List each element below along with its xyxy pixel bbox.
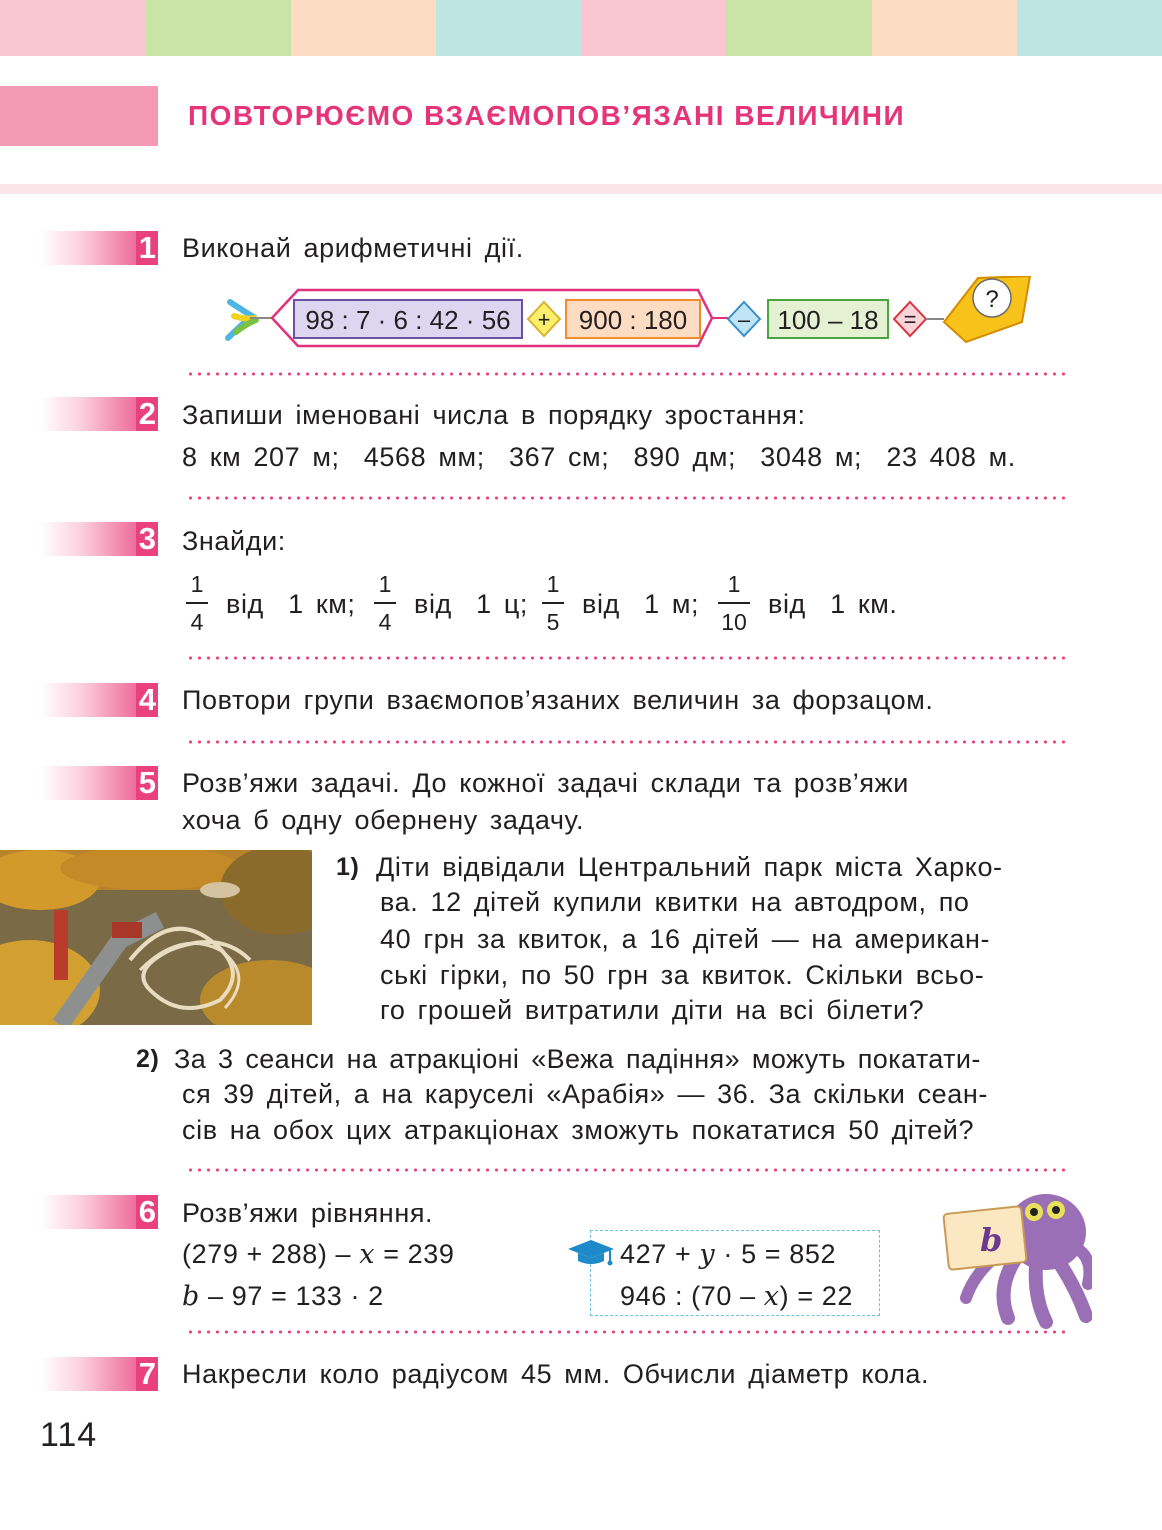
- fraction-denominator: 4: [190, 609, 204, 635]
- page-title: ПОВТОРЮЄМО ВЗАЄМОПОВ’ЯЗАНІ ВЕЛИЧИНИ: [188, 100, 906, 131]
- fraction-denominator: 5: [546, 609, 560, 635]
- subtask-1-line: 40 грн за квиток, а 16 дітей — на американ-: [380, 924, 991, 954]
- strip-segment: [0, 0, 145, 56]
- task-number: 4: [138, 682, 156, 717]
- expr-1: 98 : 7 · 6 : 42 · 56: [305, 305, 511, 335]
- title-tab: [0, 86, 158, 146]
- strip-segment: [145, 0, 290, 56]
- strip-segment: [872, 0, 1017, 56]
- fraction: [536, 570, 570, 636]
- task-number-badge: [40, 522, 158, 556]
- strip-segment: [581, 0, 726, 56]
- task-3-text: Знайди:: [182, 526, 286, 556]
- park-photo: [0, 850, 312, 1025]
- page-number: 114: [40, 1416, 98, 1454]
- top-color-strip: [0, 0, 1162, 56]
- task-number-badge: [40, 1357, 158, 1391]
- subtask-2-line: сів на обох цих атракціонах зможуть покататися 50 дітей?: [182, 1115, 975, 1145]
- task-2-line-1: Запиши іменовані числа в порядку зростання:: [182, 400, 806, 430]
- fraction-denominator: 4: [378, 609, 392, 635]
- expression-chain: [222, 276, 1052, 366]
- task-5-line-1: Розв’яжи задачі. До кожної задачі склади та розв’яжи: [182, 768, 909, 798]
- fraction-suffix: від 1 м;: [582, 589, 700, 619]
- subtask-label: 2): [136, 1045, 160, 1073]
- strip-segment: [291, 0, 436, 56]
- task-number: 7: [138, 1356, 156, 1391]
- subtask-1-line: Діти відвідали Центральний парк міста Харко-: [376, 852, 1003, 882]
- fraction: [368, 570, 402, 636]
- task-number: 3: [138, 521, 156, 556]
- fraction-numerator: 1: [190, 571, 204, 597]
- task-number: 1: [138, 230, 156, 265]
- fraction-suffix: від 1 км.: [768, 589, 898, 619]
- task-number-badge: [40, 766, 158, 800]
- task-1-text: Виконай арифметичні дії.: [182, 233, 524, 263]
- equation-4: 946 : (70 – x) = 22: [620, 1281, 854, 1312]
- fraction-denominator: 10: [721, 609, 747, 635]
- equation-2: b – 97 = 133 · 2: [182, 1281, 384, 1312]
- op-equals: =: [903, 307, 917, 332]
- fraction-numerator: 1: [378, 571, 392, 597]
- kite-result: ?: [985, 286, 999, 313]
- task-7-text: Накресли коло радіусом 45 мм. Обчисли діаметр кола.: [182, 1359, 930, 1389]
- fraction-suffix: від 1 ц;: [414, 589, 528, 619]
- task-2-line-2: 8 км 207 м; 4568 мм; 367 см; 890 дм; 3048 м; 23 408 м.: [182, 442, 1016, 472]
- fraction-numerator: 1: [546, 571, 560, 597]
- task-number: 2: [138, 396, 156, 431]
- expr-2: 900 : 180: [578, 305, 688, 335]
- dotted-separator: [186, 1330, 1068, 1334]
- card-letter: b: [980, 1221, 1003, 1259]
- subtask-label: 1): [336, 853, 360, 881]
- octopus-mascot-icon: [936, 1188, 1092, 1330]
- fraction: [180, 570, 214, 636]
- subtask-1-line: ські гірки, по 50 грн за квиток. Скільки всьо-: [380, 960, 985, 990]
- strip-segment: [1017, 0, 1162, 56]
- task-4-text: Повтори групи взаємопов’язаних величин за форзацом.: [182, 685, 934, 715]
- equation-3: 427 + y · 5 = 852: [620, 1239, 837, 1270]
- fraction-suffix: від 1 км;: [226, 589, 356, 619]
- task-number-badge: [40, 683, 158, 717]
- task-number: 6: [138, 1194, 156, 1229]
- dotted-separator: [186, 656, 1068, 660]
- fraction-numerator: 1: [727, 571, 741, 597]
- op-minus: –: [737, 307, 751, 332]
- dotted-separator: [186, 372, 1068, 376]
- strip-segment: [726, 0, 871, 56]
- expr-3: 100 – 18: [777, 305, 879, 335]
- subtask-1-line: го грошей витратили діти на всі білети?: [380, 995, 925, 1025]
- graduation-cap-icon: [566, 1234, 616, 1268]
- task-5-line-2: хоча б одну обернену задачу.: [182, 805, 585, 835]
- equation-1: (279 + 288) – x = 239: [182, 1239, 455, 1270]
- dotted-separator: [186, 496, 1068, 500]
- subtask-2-line: За 3 сеанси на атракціоні «Вежа падіння» можуть покатати-: [174, 1044, 981, 1074]
- task-6-text: Розв’яжи рівняння.: [182, 1198, 434, 1228]
- task-number-badge: [40, 1195, 158, 1229]
- fraction: [712, 570, 756, 636]
- task-number-badge: [40, 397, 158, 431]
- dotted-separator: [186, 1168, 1068, 1172]
- dotted-separator: [186, 740, 1068, 744]
- task-number-badge: [40, 231, 158, 265]
- subtask-1-line: ва. 12 дітей купили квитки на автодром, по: [380, 887, 970, 917]
- kite-tail-icon: [228, 302, 274, 338]
- task-number: 5: [138, 765, 156, 800]
- op-plus: +: [537, 307, 551, 332]
- subtask-2-line: ся 39 дітей, а на каруселі «Арабія» — 36. За скільки сеан-: [182, 1079, 989, 1109]
- title-underline: [0, 184, 1162, 194]
- strip-segment: [436, 0, 581, 56]
